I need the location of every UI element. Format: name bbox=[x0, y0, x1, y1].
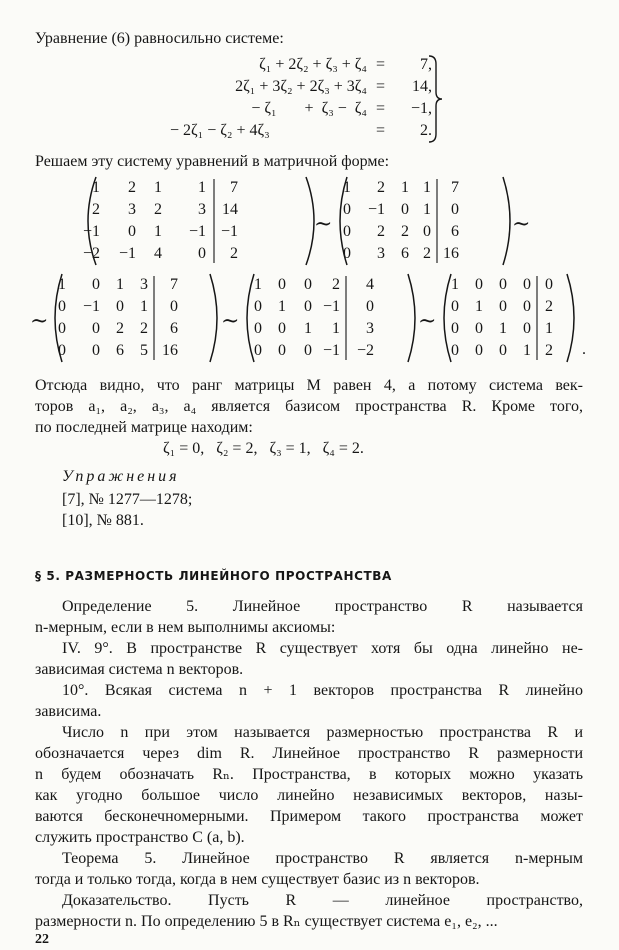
matrix-cell: −1 bbox=[220, 223, 238, 240]
matrix-cell: 14 bbox=[222, 201, 238, 218]
matrix-row bbox=[78, 243, 324, 265]
eq4-lhs: − 2ζ₁ − ζ₂ + 4ζ₃ bbox=[170, 122, 270, 139]
matrix-end-period: . bbox=[582, 341, 586, 358]
matrix-row bbox=[48, 340, 224, 362]
axiom-9-line-2: зависимая система n векторов. bbox=[35, 661, 244, 678]
matrix-cell: 0 bbox=[475, 342, 483, 359]
exercises-title: Упражнения bbox=[62, 468, 180, 485]
dim-para-line-1: Число n при этом называется размерностью пространства R и bbox=[62, 724, 583, 741]
equiv-tilde-5: ~ bbox=[418, 309, 437, 334]
matrix-cell: 7 bbox=[170, 276, 178, 293]
matrix-cell: 1 bbox=[475, 298, 483, 315]
matrix-cell: 0 bbox=[451, 298, 459, 315]
dim-para-line-2: обозначается через dim R. Линейное пространство R размерности bbox=[35, 745, 583, 762]
rank-para-line-1: Отсюда видно, что ранг матрицы M равен 4, а потому система век- bbox=[35, 377, 583, 394]
matrix-cell: −1 bbox=[82, 223, 100, 240]
matrix-cell: 16 bbox=[162, 342, 178, 359]
matrix-cell: 1 bbox=[304, 320, 312, 337]
matrix-cell: −1 bbox=[322, 342, 340, 359]
matrix-cell: 0 bbox=[423, 223, 431, 240]
matrix-cell: 1 bbox=[423, 179, 431, 196]
matrix-cell: 2 bbox=[92, 201, 100, 218]
rank-para-line-3: по последней матрице находим: bbox=[35, 419, 253, 436]
exercise-item: [7], № 1277—1278; bbox=[62, 491, 193, 508]
matrix-row bbox=[437, 296, 583, 318]
matrix-row bbox=[78, 177, 324, 199]
matrix-cell: 1 bbox=[523, 342, 531, 359]
equiv-tilde-4: ~ bbox=[221, 309, 240, 334]
matrix-cell: 0 bbox=[116, 298, 124, 315]
matrix-cell: 0 bbox=[92, 320, 100, 337]
definition-line-1: Определение 5. Линейное пространство R называется bbox=[62, 598, 583, 615]
matrix-cell: 2 bbox=[545, 298, 553, 315]
eq2-lhs: 2ζ₁ + 3ζ₂ + 2ζ₃ + 3ζ₄ bbox=[235, 78, 367, 95]
matrix-row bbox=[48, 296, 224, 318]
matrix-cell: 0 bbox=[92, 276, 100, 293]
matrix-cell: 4 bbox=[366, 276, 374, 293]
matrix-cell: 1 bbox=[58, 276, 66, 293]
matrix-cell: 0 bbox=[451, 201, 459, 218]
matrix-cell: 0 bbox=[523, 320, 531, 337]
matrix-row bbox=[240, 340, 422, 362]
matrix-cell: 2 bbox=[377, 223, 385, 240]
matrix-cell: 0 bbox=[58, 320, 66, 337]
matrix-cell: 0 bbox=[523, 298, 531, 315]
eq1-sign: = bbox=[376, 56, 386, 73]
theorem-line-2: тогда и только тогда, когда в нем существует базис из n векторов. bbox=[35, 871, 480, 888]
matrix-cell: 0 bbox=[343, 223, 351, 240]
matrix-cell: 0 bbox=[451, 342, 459, 359]
matrix-row bbox=[78, 199, 324, 221]
matrix-row bbox=[240, 318, 422, 340]
matrix-cell: 0 bbox=[254, 320, 262, 337]
matrix-cell: −1 bbox=[367, 201, 385, 218]
matrix-cell: 7 bbox=[451, 179, 459, 196]
matrix-cell: 0 bbox=[343, 201, 351, 218]
matrix-cell: 1 bbox=[451, 276, 459, 293]
matrix-row bbox=[333, 243, 518, 265]
matrix-row bbox=[48, 274, 224, 296]
dim-para-line-6: служить пространство C (a, b). bbox=[35, 829, 245, 846]
matrix-cell: 2 bbox=[401, 223, 409, 240]
matrix-cell: 1 bbox=[278, 298, 286, 315]
matrix-cell: 1 bbox=[92, 179, 100, 196]
matrix-cell: 2 bbox=[423, 245, 431, 262]
matrix-cell: 0 bbox=[278, 342, 286, 359]
matrix-cell: 1 bbox=[198, 179, 206, 196]
definition-line-2: n-мерным, если в нем выполнимы аксиомы: bbox=[35, 619, 336, 636]
axiom-9-line-1: IV. 9°. В пространстве R существует хотя бы одна линейно не- bbox=[62, 640, 583, 657]
proof-line-2: размерности n. По определению 5 в Rₙ существует система e₁, e₂, ... bbox=[35, 913, 498, 930]
matrix-cell: 1 bbox=[140, 298, 148, 315]
matrix-cell: 0 bbox=[451, 320, 459, 337]
matrix-cell: −1 bbox=[118, 245, 136, 262]
exercise-item: [10], № 881. bbox=[62, 512, 144, 529]
matrix-cell: 0 bbox=[401, 201, 409, 218]
matrix-cell: 5 bbox=[140, 342, 148, 359]
equiv-tilde-1: ~ bbox=[314, 212, 333, 237]
matrix-cell: 0 bbox=[475, 276, 483, 293]
matrix-cell: 2 bbox=[140, 320, 148, 337]
matrix-cell: 0 bbox=[343, 245, 351, 262]
matrix-cell: 0 bbox=[170, 298, 178, 315]
matrix-cell: 0 bbox=[92, 342, 100, 359]
matrix-cell: 0 bbox=[304, 276, 312, 293]
proof-line-1: Доказательство. Пусть R — линейное пространство, bbox=[62, 892, 583, 909]
matrix-cell: 6 bbox=[116, 342, 124, 359]
eq3-sign: = bbox=[376, 100, 386, 117]
matrix-4 bbox=[240, 272, 422, 364]
matrix-cell: 2 bbox=[230, 245, 238, 262]
matrix-cell: 0 bbox=[58, 342, 66, 359]
dim-para-line-5: ваются бесконечномерными. Примером такого пространства может bbox=[35, 808, 583, 825]
matrix-cell: 2 bbox=[377, 179, 385, 196]
eq3-lhs: − ζ₁ + ζ₃ − ζ₄ bbox=[251, 100, 367, 117]
matrix-5 bbox=[437, 272, 583, 364]
matrix-row bbox=[437, 340, 583, 362]
matrix-cell: 1 bbox=[116, 276, 124, 293]
matrix-cell: 3 bbox=[128, 201, 136, 218]
matrix-cell: 0 bbox=[304, 342, 312, 359]
matrix-cell: −2 bbox=[82, 245, 100, 262]
matrix-cell: 6 bbox=[451, 223, 459, 240]
matrix-cell: −1 bbox=[322, 298, 340, 315]
eq3-rhs: −1, bbox=[410, 100, 432, 117]
matrix-cell: 0 bbox=[58, 298, 66, 315]
matrix-row bbox=[240, 274, 422, 296]
matrix-cell: 1 bbox=[154, 179, 162, 196]
matrix-cell: 6 bbox=[401, 245, 409, 262]
matrix-cell: 0 bbox=[254, 342, 262, 359]
matrix-cell: −1 bbox=[82, 298, 100, 315]
axiom-10-line-1: 10°. Всякая система n + 1 векторов пространства R линейно bbox=[62, 682, 583, 699]
eq1-lhs: ζ₁ + 2ζ₂ + ζ₃ + ζ₄ bbox=[259, 56, 367, 73]
matrix-row bbox=[437, 274, 583, 296]
matrix-cell: 0 bbox=[278, 276, 286, 293]
matrix-cell: 1 bbox=[545, 320, 553, 337]
matrix-cell: 1 bbox=[154, 223, 162, 240]
matrix-intro-line: Решаем эту систему уравнений в матричной форме: bbox=[35, 153, 390, 170]
page-number: 22 bbox=[35, 932, 49, 947]
matrix-cell: 2 bbox=[154, 201, 162, 218]
matrix-cell: 0 bbox=[499, 298, 507, 315]
matrix-2 bbox=[333, 175, 518, 267]
matrix-row bbox=[333, 221, 518, 243]
matrix-cell: 0 bbox=[545, 276, 553, 293]
section-heading: § 5. РАЗМЕРНОСТЬ ЛИНЕЙНОГО ПРОСТРАНСТВА bbox=[35, 569, 392, 583]
rank-para-line-2: торов a₁, a₂, a₃, a₄ является базисом пространства R. Кроме того, bbox=[35, 398, 583, 415]
matrix-cell: 2 bbox=[332, 276, 340, 293]
matrix-row bbox=[333, 199, 518, 221]
matrix-cell: 7 bbox=[230, 179, 238, 196]
matrix-cell: 0 bbox=[254, 298, 262, 315]
matrix-3 bbox=[48, 272, 224, 364]
matrix-cell: 4 bbox=[154, 245, 162, 262]
matrix-cell: 1 bbox=[254, 276, 262, 293]
eq1-rhs: 7, bbox=[420, 56, 432, 73]
matrix-cell: 0 bbox=[128, 223, 136, 240]
matrix-cell: 1 bbox=[343, 179, 351, 196]
matrix-cell: −1 bbox=[188, 223, 206, 240]
matrix-cell: 1 bbox=[401, 179, 409, 196]
matrix-cell: 0 bbox=[198, 245, 206, 262]
matrix-cell: 3 bbox=[377, 245, 385, 262]
theorem-line-1: Теорема 5. Линейное пространство R является n-мерным bbox=[62, 850, 583, 867]
intro-line: Уравнение (6) равносильно системе: bbox=[35, 30, 284, 47]
matrix-cell: 1 bbox=[332, 320, 340, 337]
equiv-tilde-3: ~ bbox=[30, 309, 49, 334]
matrix-row bbox=[437, 318, 583, 340]
eq4-rhs: 2. bbox=[420, 122, 432, 139]
eq4-sign: = bbox=[376, 122, 386, 139]
matrix-cell: 2 bbox=[116, 320, 124, 337]
solution-line: ζ₁ = 0, ζ₂ = 2, ζ₃ = 1, ζ₄ = 2. bbox=[163, 440, 364, 457]
matrix-cell: 6 bbox=[170, 320, 178, 337]
matrix-cell: 2 bbox=[545, 342, 553, 359]
matrix-cell: 0 bbox=[499, 276, 507, 293]
matrix-cell: 3 bbox=[198, 201, 206, 218]
matrix-cell: 16 bbox=[443, 245, 459, 262]
matrix-cell: 1 bbox=[423, 201, 431, 218]
matrix-cell: 0 bbox=[366, 298, 374, 315]
matrix-cell: 3 bbox=[366, 320, 374, 337]
matrix-cell: 2 bbox=[128, 179, 136, 196]
dim-para-line-3: n будем обозначать Rₙ. Пространства, в которых можно указать bbox=[35, 766, 583, 783]
matrix-row bbox=[333, 177, 518, 199]
matrix-cell: 0 bbox=[304, 298, 312, 315]
matrix-cell: −2 bbox=[356, 342, 374, 359]
matrix-row bbox=[78, 221, 324, 243]
matrix-row bbox=[48, 318, 224, 340]
matrix-cell: 0 bbox=[499, 342, 507, 359]
eq2-sign: = bbox=[376, 78, 386, 95]
equiv-tilde-2: ~ bbox=[512, 212, 531, 237]
matrix-cell: 0 bbox=[475, 320, 483, 337]
matrix-row bbox=[240, 296, 422, 318]
matrix-cell: 0 bbox=[278, 320, 286, 337]
matrix-cell: 3 bbox=[140, 276, 148, 293]
dim-para-line-4: как угодно большое число линейно независимых векторов, назы- bbox=[35, 787, 583, 804]
right-brace-icon bbox=[426, 54, 446, 144]
matrix-cell: 0 bbox=[523, 276, 531, 293]
matrix-1 bbox=[78, 175, 324, 267]
matrix-cell: 1 bbox=[499, 320, 507, 337]
eq2-rhs: 14, bbox=[412, 78, 432, 95]
axiom-10-line-2: зависима. bbox=[35, 703, 102, 720]
